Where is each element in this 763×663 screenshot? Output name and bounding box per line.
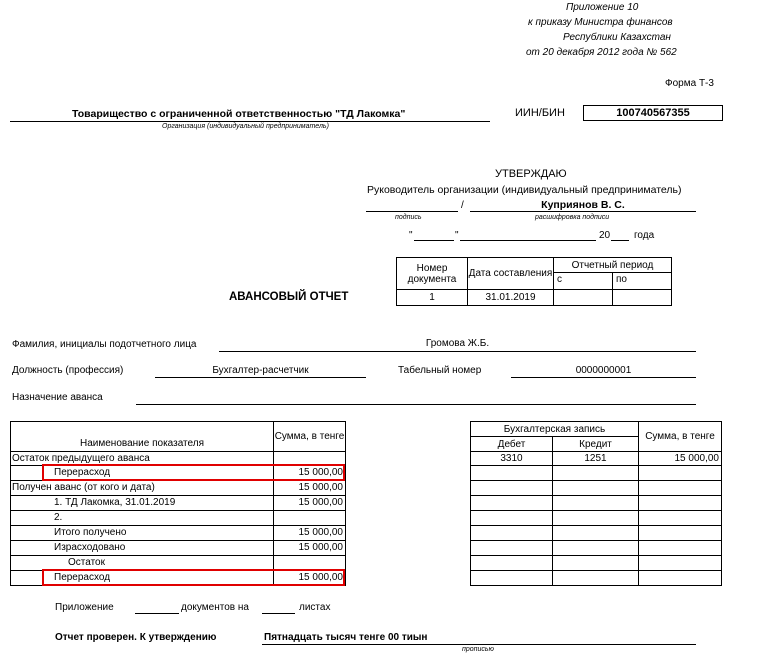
left-header-name: Наименование показателя [80, 438, 204, 449]
doc-date-value: 31.01.2019 [485, 292, 536, 303]
tab-number-label: Табельный номер [398, 365, 482, 376]
left-header-sum: Сумма, в тенге [274, 431, 345, 442]
footer-amount-words: Пятнадцать тысяч тенге 00 тиын [264, 632, 428, 643]
footer-checked-label: Отчет проверен. К утверждению [55, 632, 217, 643]
footer-sheets-line [262, 613, 295, 614]
position-label: Должность (профессия) [12, 365, 124, 376]
organization-caption: Организация (индивидуальный предприниматель) [162, 123, 329, 130]
iin-label: ИИН/БИН [515, 107, 565, 119]
appendix-line-1: Приложение 10 [566, 2, 639, 13]
date-year-suffix: года [634, 230, 655, 241]
right-header-credit: Кредит [579, 438, 612, 450]
appendix-line-3: Республики Казахстан [563, 32, 671, 43]
row-total-received-value: 15 000,00 [298, 527, 343, 538]
row-received-value: 15 000,00 [298, 482, 343, 493]
right-header-entry: Бухгалтерская запись [503, 423, 606, 435]
doc-number-value: 1 [429, 292, 435, 303]
row-balance-label: Остаток [68, 557, 105, 568]
fio-label: Фамилия, инициалы подотчетного лица [12, 339, 197, 350]
decode-caption: расшифровка подписи [535, 214, 610, 221]
footer-words-line [262, 644, 696, 645]
right-header-sum: Сумма, в тенге [645, 431, 715, 442]
footer-appendix-label: Приложение [55, 602, 114, 613]
organization-name: Товарищество с ограниченной ответственностью "ТД Лакомка" [72, 108, 406, 120]
row-overspend-label: Перерасход [54, 467, 111, 478]
right-header-debit: Дебет [497, 438, 526, 450]
purpose-line [136, 404, 696, 405]
position-value: Бухгалтер-расчетчик [212, 365, 309, 376]
doc-number-header: Номер документа [407, 262, 457, 285]
highlight-overspend-top [42, 464, 345, 481]
signature-caption: подпись [395, 214, 422, 221]
approve-slash: / [461, 200, 464, 211]
row-spent-value: 15 000,00 [298, 542, 343, 553]
fio-value: Громова Ж.Б. [425, 338, 490, 349]
row-received-label: Получен аванс (от кого и дата) [12, 482, 155, 493]
appendix-line-4: от 20 декабря 2012 года № 562 [526, 47, 677, 58]
date-quote-close: " [455, 230, 459, 241]
purpose-label: Назначение аванса [12, 392, 103, 403]
position-line [155, 377, 366, 378]
row-overspend-value: 15 000,00 [298, 467, 343, 478]
row-received-1-value: 15 000,00 [298, 497, 343, 508]
entry-credit-value: 1251 [584, 453, 607, 464]
date-quote-open: " [409, 230, 413, 241]
row-prev-advance-label: Остаток предыдущего аванса [12, 453, 150, 464]
appendix-line-2: к приказу Министра финансов [528, 17, 673, 28]
report-title: АВАНСОВЫЙ ОТЧЕТ [229, 291, 349, 303]
date-year-prefix: 20 [599, 230, 611, 241]
row-total-received-label: Итого получено [54, 527, 127, 538]
entry-sum-value: 15 000,00 [674, 453, 719, 464]
director-name: Куприянов В. С. [541, 199, 625, 211]
approve-role: Руководитель организации (индивидуальный предприниматель) [367, 184, 682, 196]
entry-debit-value: 3310 [500, 453, 523, 464]
row-spent-label: Израсходовано [54, 542, 126, 553]
footer-docs-line [135, 613, 179, 614]
footer-sheets-label: листах [299, 602, 331, 613]
tab-number-line [511, 377, 696, 378]
row-overspend-final-label: Перерасход [54, 572, 111, 583]
doc-period-to: по [616, 274, 627, 285]
row-received-2-label: 2. [54, 512, 63, 523]
row-received-1-label: 1. ТД Лакомка, 31.01.2019 [54, 497, 176, 508]
row-overspend-final-value: 15 000,00 [298, 572, 343, 583]
doc-period-from: с [557, 274, 562, 285]
highlight-overspend-bottom [42, 569, 345, 586]
iin-value: 100740567355 [583, 105, 723, 121]
approve-title: УТВЕРЖДАЮ [495, 168, 567, 180]
tab-number-value: 0000000001 [575, 365, 632, 376]
fio-line [219, 351, 696, 352]
doc-date-header: Дата составления [468, 268, 553, 279]
footer-docs-label: документов на [181, 602, 249, 613]
doc-period-header: Отчетный период [571, 259, 654, 271]
footer-words-caption: прописью [462, 646, 494, 653]
form-label: Форма Т-3 [665, 78, 714, 89]
